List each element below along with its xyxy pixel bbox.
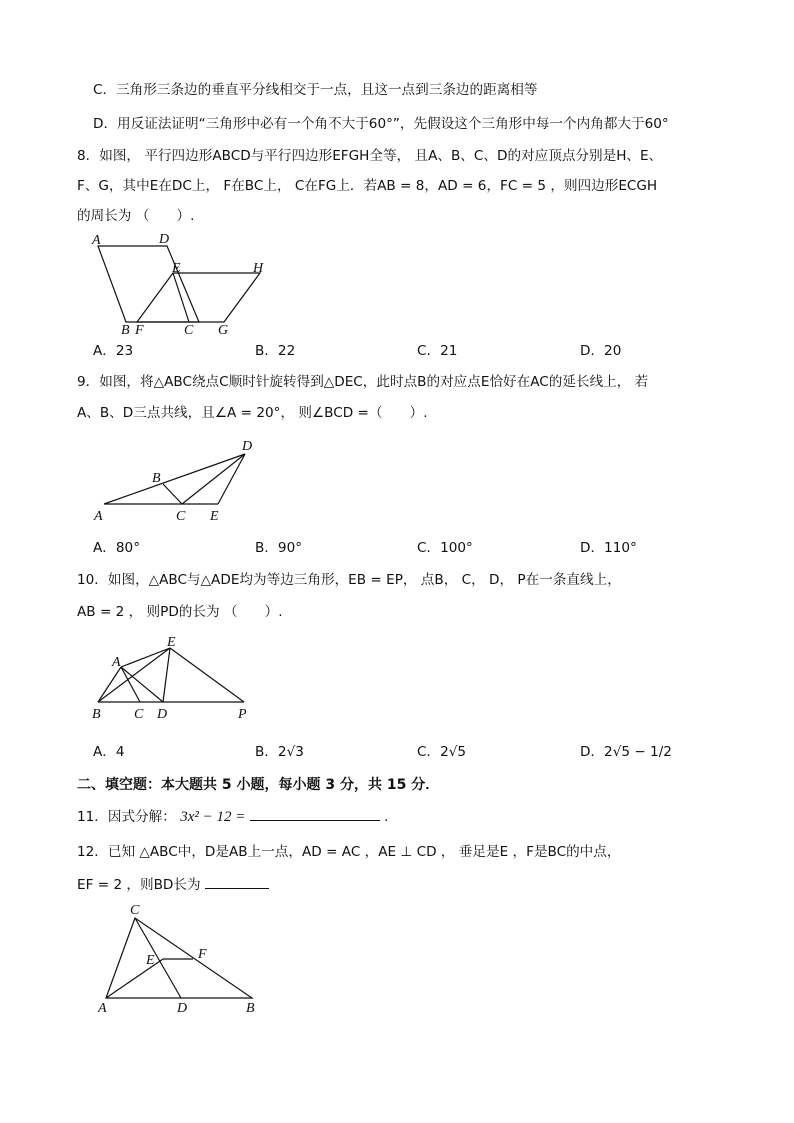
q8-choice-d[interactable]: D．20 bbox=[580, 343, 622, 359]
q8-parallelogram-efgh bbox=[137, 273, 260, 322]
q7-option-c: C．三角形三条边的垂直平分线相交于一点，且这一点到三条边的距离相等 bbox=[93, 82, 538, 98]
q11-expression: 3x² − 12 = bbox=[180, 809, 246, 825]
q10-segment-ba bbox=[98, 667, 121, 702]
q10-segment-ae bbox=[121, 648, 170, 667]
q8-label-f: F bbox=[135, 323, 144, 338]
q10-label-b: B bbox=[92, 707, 101, 722]
q9-segment-bc bbox=[163, 484, 182, 504]
q11-stem bbox=[77, 806, 388, 827]
q12-stem-line2 bbox=[77, 874, 269, 895]
q10-label-p: P bbox=[238, 707, 247, 722]
q9-stem-line1: 9．如图，将△ABC绕点C顺时针旋转得到△DEC，此时点B的对应点E恰好在AC的延长线上， 若 bbox=[77, 374, 649, 390]
q8-choice-b[interactable]: B．22 bbox=[255, 343, 296, 359]
q12-label-d: D bbox=[177, 1001, 188, 1016]
q9-segment-cd bbox=[182, 454, 245, 504]
q12-label-b: B bbox=[246, 1001, 255, 1016]
q8-stem-line2: F、G，其中E在DC上， F在BC上， C在FG上．若AB = 8，AD = 6，FC = 5 ，则四边形ECGH bbox=[77, 178, 658, 194]
q10-segment-ad bbox=[121, 667, 163, 702]
q10-stem-line2: AB = 2 ， 则PD的长为 （ ）. bbox=[77, 604, 283, 620]
q10-choice-c[interactable]: C．2√5 bbox=[417, 744, 467, 760]
q12-label-c: C bbox=[130, 903, 140, 918]
q8-stem-line3: 的周长为 （ ）. bbox=[77, 208, 195, 224]
q8-choice-a[interactable]: A．23 bbox=[93, 343, 134, 359]
q9-choice-a[interactable]: A．80° bbox=[93, 540, 140, 556]
q8-parallelogram-abcd bbox=[98, 246, 199, 322]
q10-figure bbox=[88, 632, 263, 724]
q10-segment-eb bbox=[98, 648, 170, 702]
q10-choice-a[interactable]: A．4 bbox=[93, 744, 125, 760]
q9-choice-b[interactable]: B．90° bbox=[255, 540, 303, 556]
q10-choice-d[interactable]: D．2√5 − 1/2 bbox=[580, 744, 672, 760]
q8-stem-line1: 8．如图， 平行四边形ABCD与平行四边形EFGH全等， 且A、B、C、D的对应顶点分别是H、E、 bbox=[77, 148, 663, 164]
q9-figure bbox=[90, 436, 270, 528]
section-2-heading: 二、填空题：本大题共 5 小题，每小题 3 分，共 15 分． bbox=[77, 777, 440, 793]
q8-choice-c[interactable]: C．21 bbox=[417, 343, 458, 359]
q12-figure bbox=[92, 902, 267, 1020]
q10-label-e: E bbox=[167, 635, 176, 650]
q9-label-c: C bbox=[176, 509, 186, 524]
q12-triangle-abc bbox=[106, 918, 252, 998]
q9-label-a: A bbox=[94, 509, 103, 524]
q9-choice-d[interactable]: D．110° bbox=[580, 540, 637, 556]
q10-choice-b[interactable]: B．2√3 bbox=[255, 744, 304, 760]
q9-label-e: E bbox=[210, 509, 219, 524]
q12-stem-line2-text: EF = 2 ，则BD长为 bbox=[77, 877, 201, 893]
q8-label-a: A bbox=[92, 233, 101, 248]
q10-segment-ep bbox=[170, 648, 244, 702]
q9-label-d: D bbox=[242, 439, 253, 454]
q10-label-d: D bbox=[157, 707, 168, 722]
q9-label-b: B bbox=[152, 471, 161, 486]
q10-label-c: C bbox=[134, 707, 144, 722]
q12-label-e: E bbox=[146, 953, 155, 968]
q10-segment-ed bbox=[163, 648, 170, 702]
q7-option-d: D．用反证法证明“三角形中必有一个角不大于60°”，先假设这个三角形中每一个内角都大于60° bbox=[93, 116, 669, 132]
q11-answer-blank[interactable] bbox=[250, 806, 380, 821]
q8-label-b: B bbox=[121, 323, 130, 338]
q12-label-a: A bbox=[98, 1001, 107, 1016]
q10-label-a: A bbox=[112, 655, 121, 670]
q11-prefix: 11．因式分解： bbox=[77, 809, 176, 825]
q11-suffix: . bbox=[384, 809, 389, 825]
q8-label-d: D bbox=[159, 232, 170, 247]
q8-label-e: E bbox=[172, 261, 181, 276]
q12-label-f: F bbox=[198, 947, 207, 962]
q9-choice-c[interactable]: C．100° bbox=[417, 540, 473, 556]
q10-stem-line1: 10．如图，△ABC与△ADE均为等边三角形，EB = EP， 点B， C， D， P在一条直线上， bbox=[77, 572, 621, 588]
q12-answer-blank[interactable] bbox=[205, 874, 269, 889]
q8-figure bbox=[88, 228, 288, 340]
q12-segment-cd bbox=[135, 918, 181, 998]
q12-stem-line1: 12．已知 △ABC中，D是AB上一点，AD = AC ，AE ⊥ CD ， 垂足是E ，F是BC的中点， bbox=[77, 844, 621, 860]
q9-segment-de bbox=[218, 454, 245, 504]
q8-label-g: G bbox=[218, 323, 229, 338]
q9-stem-line2: A、B、D三点共线，且∠A = 20°， 则∠BCD =（ ）. bbox=[77, 405, 428, 421]
q8-label-h: H bbox=[253, 261, 264, 276]
q8-label-c: C bbox=[184, 323, 194, 338]
